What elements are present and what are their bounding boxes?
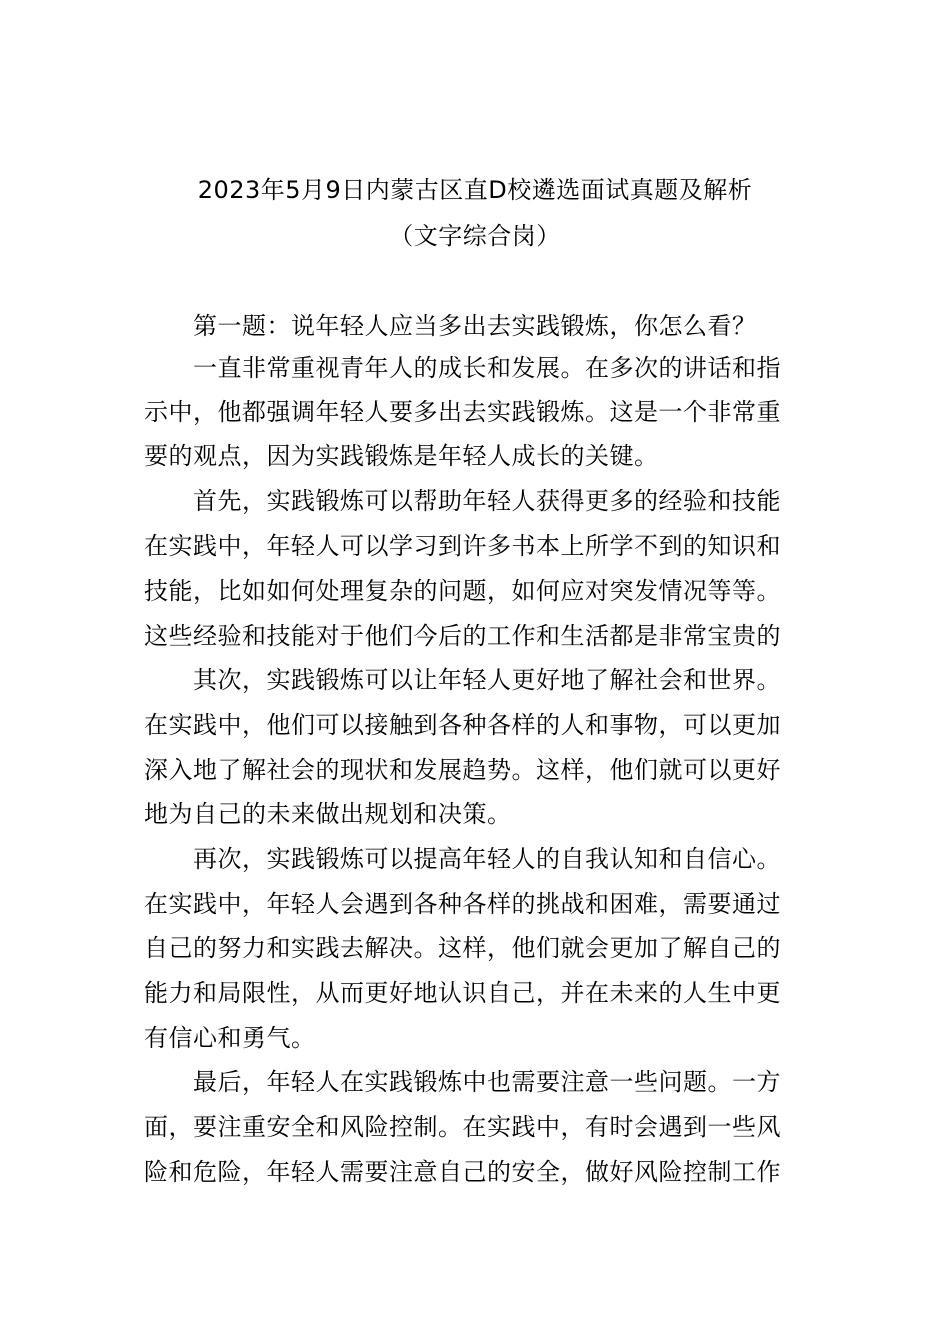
text-line: 在实践中，年轻人会遇到各种各样的挑战和困难，需要通过 — [144, 890, 781, 918]
text-line: 有信心和勇气。 — [144, 1024, 316, 1052]
text-line: 在实践中，他们可以接触到各种各样的人和事物，可以更加 — [144, 711, 781, 739]
text-line: 示中，他都强调年轻人要多出去实践锻炼。这是一个非常重 — [144, 398, 781, 426]
text-line: 首先，实践锻炼可以帮助年轻人获得更多的经验和技能 — [193, 487, 781, 515]
text-line: 在实践中，年轻人可以学习到许多书本上所学不到的知识和 — [144, 532, 781, 560]
text-line: 一直非常重视青年人的成长和发展。在多次的讲话和指 — [193, 354, 781, 382]
text-line: 能力和局限性，从而更好地认识自己，并在未来的人生中更 — [144, 979, 781, 1007]
text-line: 最后，年轻人在实践锻炼中也需要注意一些问题。一方 — [193, 1068, 781, 1096]
document-subtitle: （文字综合岗） — [389, 222, 561, 250]
text-line: 面，要注重安全和风险控制。在实践中，有时会遇到一些风 — [144, 1113, 781, 1141]
text-line: 地为自己的未来做出规划和决策。 — [144, 800, 512, 828]
document-title: 2023年5月9日内蒙古区直D校遴选面试真题及解析 — [197, 176, 753, 204]
text-line: 深入地了解社会的现状和发展趋势。这样，他们就可以更好 — [144, 756, 781, 784]
text-line: 险和危险，年轻人需要注意自己的安全，做好风险控制工作 — [144, 1158, 781, 1186]
question-heading: 第一题：说年轻人应当多出去实践锻炼，你怎么看？ — [193, 312, 757, 340]
text-line: 再次，实践锻炼可以提高年轻人的自我认知和自信心。 — [193, 845, 781, 873]
text-line: 其次，实践锻炼可以让年轻人更好地了解社会和世界。 — [193, 666, 781, 694]
text-line: 这些经验和技能对于他们今后的工作和生活都是非常宝贵的 — [144, 622, 781, 650]
text-line: 技能，比如如何处理复杂的问题，如何应对突发情况等等。 — [144, 577, 781, 605]
text-line: 要的观点，因为实践锻炼是年轻人成长的关键。 — [144, 442, 659, 470]
text-line: 自己的努力和实践去解决。这样，他们就会更加了解自己的 — [144, 934, 781, 962]
